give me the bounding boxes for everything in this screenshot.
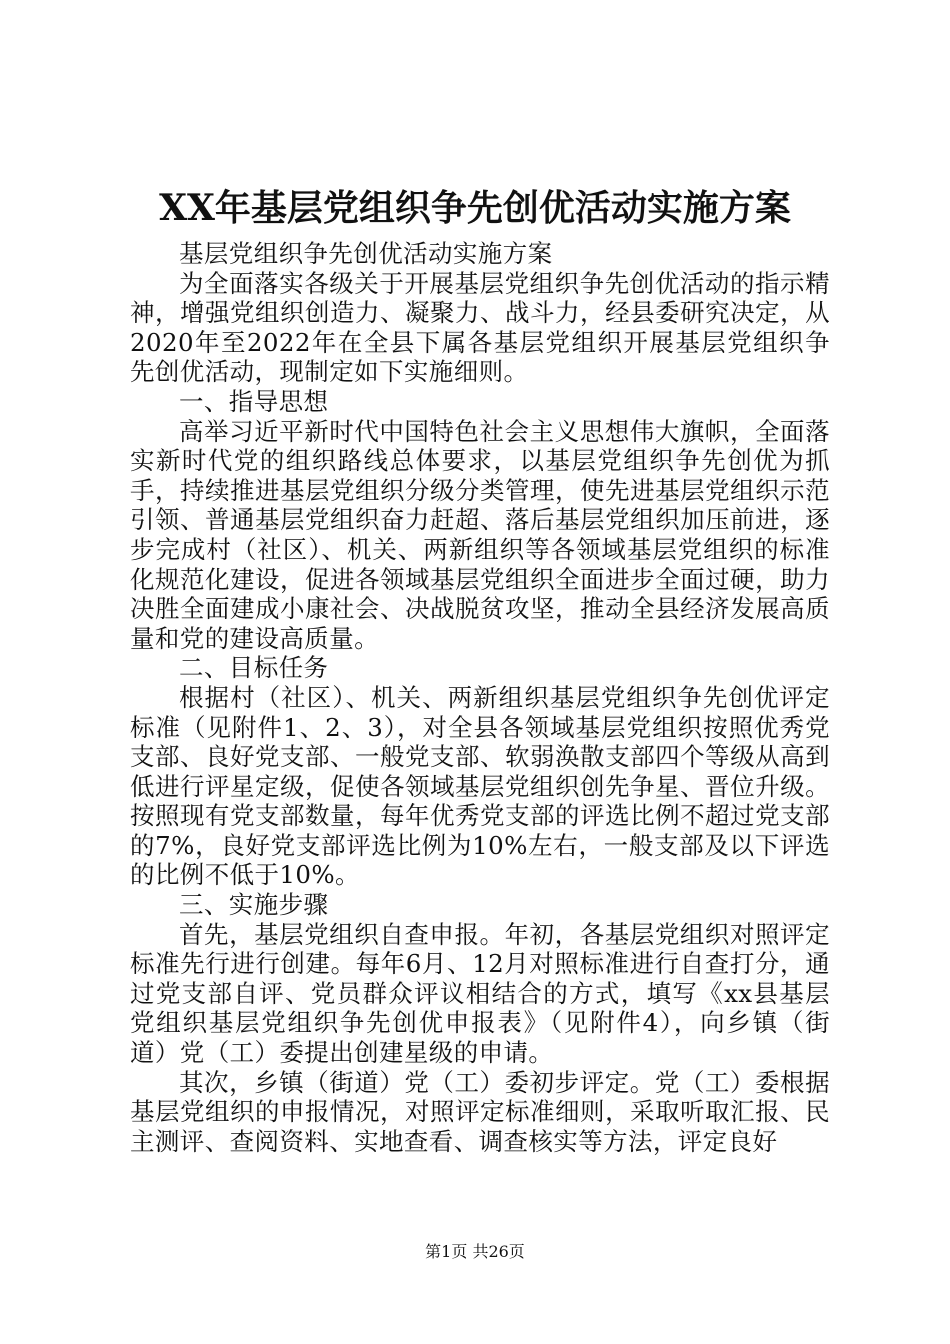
page-number-footer: 第1页 共26页 (425, 1242, 525, 1261)
steps-paragraph-second: 其次，乡镇（街道）党（工）委初步评定。党（工）委根据基层党组织的申报情况，对照评定标准细则，采取听取汇报、民主测评、查阅资料、实地查看、调查核实等方法，评定良好 (130, 1067, 830, 1156)
guiding-thought-paragraph: 高举习近平新时代中国特色社会主义思想伟大旗帜，全面落实新时代党的组织路线总体要求，以基层党组织争先创优为抓手，持续推进基层党组织分级分类管理，使先进基层党组织示范引领、普通基层党组织奋力赶超、落后基层党组织加压前进，逐步完成村（社区）、机关、两新组织等各领域基层党组织的标准化规范化建设，促进各领域基层党组织全面进步全面过硬，助力决胜全面建成小康社会、决战脱贫攻坚，推动全县经济发展高质量和党的建设高质量。 (130, 416, 830, 653)
subtitle-paragraph: 基层党组织争先创优活动实施方案 (179, 239, 553, 268)
section-heading-goals: 二、目标任务 (179, 653, 329, 683)
section-heading-guiding-thought: 一、指导思想 (179, 386, 329, 416)
section-heading-steps: 三、实施步骤 (179, 890, 329, 920)
intro-paragraph: 为全面落实各级关于开展基层党组织争先创优活动的指示精神，增强党组织创造力、凝聚力、战斗力，经县委研究决定，从2020年至2022年在全县下属各基层党组织开展基层党组织争先创优活动，现制定如下实施细则。 (130, 268, 830, 387)
steps-paragraph-first: 首先，基层党组织自查申报。年初，各基层党组织对照评定标准先行进行创建。每年6月、12月对照标准进行自查打分，通过党支部自评、党员群众评议相结合的方式，填写《xx县基层党组织基层党组织争先创优申报表》（见附件4），向乡镇（街道）党（工）委提出创建星级的申请。 (130, 919, 830, 1068)
document-title: XX年基层党组织争先创优活动实施方案 (159, 187, 791, 229)
document-body (130, 239, 830, 1156)
goals-paragraph: 根据村（社区）、机关、两新组织基层党组织争先创优评定标准（见附件1、2、3），对全县各领域基层党组织按照优秀党支部、良好党支部、一般党支部、软弱涣散支部四个等级从高到低进行评星定级，促使各领域基层党组织创先争星、晋位升级。按照现有党支部数量，每年优秀党支部的评选比例不超过党支部的7%，良好党支部评选比例为10%左右，一般支部及以下评选的比例不低于10%。 (130, 682, 830, 890)
